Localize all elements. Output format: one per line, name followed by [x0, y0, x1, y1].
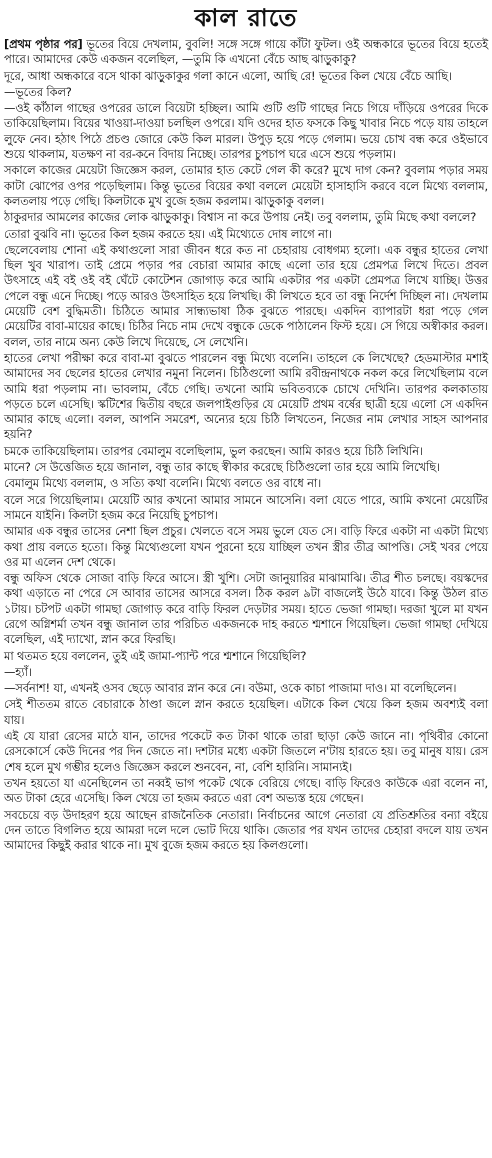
article-paragraph: ছেলেবেলায় শোনা এই কথাগুলো সারা জীবন ধরে কত না চেহারায় বোধগম্য হলো। এক বন্ধুর হাতের লেখা ছিল খুব খারাপ। তাই প্রেমে পড়ার পর বেচারা আমার কাছে এলো তার হয়ে প্রেমপত্র লিখে দিতে। প্রবল উৎসাহে এই বই ওই বই ঘেঁটে কোটেশন জোগাড় করে আমি একটার পর একটা প্রেমপত্র লিখে যাচ্ছি। উত্তর পেলে বন্ধু এনে দিচ্ছে। পড়ে আরও উৎসাহিত হয়ে লিখছি। কী লিখতে হবে তা বন্ধু নির্দেশ দিচ্ছিল না। দেখলাম মেয়েটি বেশ বুদ্ধিমতী। চিঠিতে আমার সান্ধ্যভাষা ঠিক বুঝতে পারছে। একদিন ব্যাপারটা ধরা পড়ে গেল মেয়েটির বাবা-মায়ের কাছে। চিঠির নিচে নাম দেখে বন্ধুকে ডেকে পাঠালেন ফিস্ট হয়ে। সে গিয়ে অস্বীকার করল। বলল, তার নামে অন্য কেউ লিখে দিয়েছে, সে লেখেনি। [4, 242, 489, 349]
article-paragraph: —ওই কাঁঠাল গাছের ওপরের ডালে বিয়েটা হচ্ছিল। আমি গুটি গুটি গাছের নিচে গিয়ে দাঁড়িয়ে ওপরের দিকে তাকিয়েছিলাম। বিয়ের খাওয়া-দাওয়া চলছিল ওপরে। যদি ওদের হাত ফসকে কিছু খাবার নিচে পড়ে যায় তাহলে লুফে নেব। হঠাৎ পিঠে প্রচণ্ড জোরে কেউ কিল মারল। উপুড় হয়ে পড়ে গেলাম। ভয়ে চোখ বন্ধ করে ওইভাবে শুয়ে থাকলাম, যতক্ষণ না বর-কনে বিদায় নিচ্ছে। তারপর চুপচাপ ঘরে এসে শুয়ে পড়লাম। [4, 101, 488, 162]
paragraph-text: ভূতের বিয়ে দেখলাম, বুবলি! সঙ্গে সঙ্গে গায়ে কাঁটা ফুটল। ওই অন্ধকারে ভূতের বিয়ে হতেই পারে। আমাদের কেউ একজন বলেছিল, —তুমি কি এখনো বেঁচে আছ ঝাড়ুকাকু? [4, 37, 488, 67]
article-paragraph: আমার এক বন্ধুর তাসের নেশা ছিল প্রচুর। খেলতে বসে সময় ভুলে যেত সে। বাড়ি ফিরে একটা না একটা মিথ্যে কথা প্রায় বলতে হতো। কিন্তু মিথ্যেগুলো যখন পুরনো হয়ে যাচ্ছিল তখন স্ত্রীর তীব্র আপত্তি। সেই খবর পেয়ে ওর মা এলেন দেশ থেকে। [4, 524, 488, 569]
article-paragraph: —সর্বনাশ! যা, এখনই ওসব ছেড়ে আবার স্নান করে নে। বউমা, ওকে কাচা পাজামা দাও। মা বলেছিলেন। [4, 681, 457, 696]
article-paragraph: বন্ধু অফিস থেকে সোজা বাড়ি ফিরে আসে। স্ত্রী খুশি। সেটা জানুয়ারির মাঝামাঝি। তীব্র শীত চলছে। বয়স্কদের কথা এড়াতে না পেরে সে আবার তাসের আসরে বসল। ঠিক করল ৯টা বাজলেই উঠে যাবে। কিন্তু উঠল রাত ১টায়। চটপট একটা গামছা জোগাড় করে বাড়ি ফিরল দেড়টার সময়। হাতে ভেজা গামছা। দরজা খুলে মা যখন রেগে অগ্নিশর্মা তখন বন্ধু জানাল তার পরিচিত একজনকে দাহ করতে শ্মশানে গিয়েছিল। ভেজা গামছা দেখিয়ে বলেছিল, এই দ্যাখো, স্নান করে ফিরছি। [4, 571, 488, 647]
article-paragraph: —ভূতের কিল? [4, 84, 72, 99]
article-paragraph: দূরে, আধা অন্ধকারে বসে থাকা ঝাড়ুকাকুর গলা কানে এলো, আছি রে! ভূতের কিল খেয়ে বেঁচে আছি। [4, 68, 452, 83]
article-paragraph: এই যে যারা রেসের মাঠে যান, তাদের পকেটে কত টাকা থাকে তারা ছাড়া কেউ জানে না। পৃথিবীর কোনো রেসকোর্সে কেউ দিনের পর দিন জেতে না। দশটার মধ্যে একটা জিতলে ন'টায় হারতে হয়। তবু মানুষ যায়। রেস শেষ হলে মুখ গম্ভীর হলেও জিজ্ঞেস করলে শুনবেন, না, বেশি হারিনি। সামান্যই। [4, 729, 488, 774]
article-paragraph [4, 37, 488, 68]
article-paragraph: তখন হয়তো যা এনেছিলেন তা নব্বই ভাগ পকেট থেকে বেরিয়ে গেছে। বাড়ি ফিরেও কাউকে এরা বলেন না, অত টাকা হেরে এসেছি। কিল খেয়ে তা হজম করতে এরা বেশ অভ্যস্ত হয়ে গেছেন। [4, 775, 488, 806]
article-paragraph: হাতের লেখা পরীক্ষা করে বাবা-মা বুঝতে পারলেন বন্ধু মিথ্যে বলেনি। তাহলে কে লিখেছে? হেডমাস্টার মশাই আমাদের সব ছেলের হাতের লেখার নমুনা নিলেন। চিঠিগুলো আমি রবীন্দ্রনাথকে নকল করে লিখেছিলাম বলে আমি ধরা পড়লাম না। ভাবলাম, বেঁচে গেছি। তখনো আমি ভবিতব্যকে চোখে দেখিনি। তারপর কলকাতায় পড়তে চলে এসেছি। স্কটিশের দ্বিতীয় বছরে জলপাইগুড়ির যে মেয়েটি প্রথম বর্ষের ছাত্রী হয়ে এলো সে একদিন আমার কাছে এলো। বলল, আপনি সমরেশ, অন্যের হয়ে চিঠি লিখতেন, নিজের নাম লেখার সাহস আপনার হয়নি? [4, 350, 488, 442]
article-paragraph: চমকে তাকিয়েছিলাম। তারপর বেমালুম বলেছিলাম, ভুল করছেন। আমি কারও হয়ে চিঠি লিখিনি। [4, 443, 423, 458]
article-paragraph: মা থতমত হয়ে বললেন, তুই এই জামা-প্যান্ট পরে শ্মশানে গিয়েছিলি? [4, 648, 307, 663]
article-paragraph: —হ্যাঁ। [4, 664, 32, 679]
article-paragraph: তোরা বুঝবি না। ভূতের কিল হজম করতে হয়। এই মিথ্যেতে দোষ লাগে না। [4, 226, 332, 241]
article-paragraph: সবচেয়ে বড় উদাহরণ হয়ে আছেন রাজনৈতিক নেতারা। নির্বাচনের আগে নেতারা যে প্রতিশ্রুতির বন্যা বইয়ে দেন তাতে বিগলিত হয়ে আমরা দলে দলে ভোট দিয়ে থাকি। জেতার পর যখন তাদের চেহারা বদলে যায় তখন আমাদের কিছুই করার থাকে না। মুখ বুজে হজম করতে হয় কিলগুলো। [4, 807, 488, 853]
article-paragraph: ঠাকুরদার আমলের কাজের লোক ঝাড়ুকাকু। বিশ্বাস না করে উপায় নেই। তবু বললাম, তুমি মিছে কথা বললে? [4, 210, 477, 225]
article-paragraph: বেমালুম মিথ্যে বললাম, ও সত্যি কথা বলেনি। মিথ্যে বলতে ওর বাধে না। [4, 476, 322, 491]
article-body [4, 37, 488, 853]
continuation-label: [প্রথম পৃষ্ঠার পর] [4, 37, 83, 51]
article-paragraph: মানে? সে উত্তেজিত হয়ে জানাল, বন্ধু তার কাছে স্বীকার করেছে চিঠিগুলো তার হয়ে আমি লিখেছি। [4, 460, 440, 475]
article-paragraph: সকালে কাজের মেয়েটা জিজ্ঞেস করল, তোমার হাত কেটে গেল কী করে? মুখে দাগ কেন? বুবলাম পড়ার সময় কাটা ঝোপের ওপর পড়েছিলাম। কিন্তু ভূতের বিয়ের কথা বললে মেয়েটা হাসাহাসি করবে বলে মিথ্যে বললাম, কলতলায় পড়ে গেছি। কিলটাকে মুখ বুজে হজম করলাম। ঝাড়ুকাকু বলল। [4, 163, 488, 208]
article-title: কাল রাতে [194, 3, 298, 32]
article-paragraph: সেই শীততম রাতে বেচারাকে ঠাণ্ডা জলে স্নান করতে হয়েছিল। এটাকে কিল খেয়ে কিল হজম অবশ্যই বলা যায়। [4, 697, 488, 727]
article-paragraph: বলে সরে গিয়েছিলাম। মেয়েটি আর কখনো আমার সামনে আসেনি। বলা যেতে পারে, আমি কখনো মেয়েটির সামনে যাইনি। কিলটা হজম করে নিয়েছি চুপচাপ। [4, 492, 488, 522]
